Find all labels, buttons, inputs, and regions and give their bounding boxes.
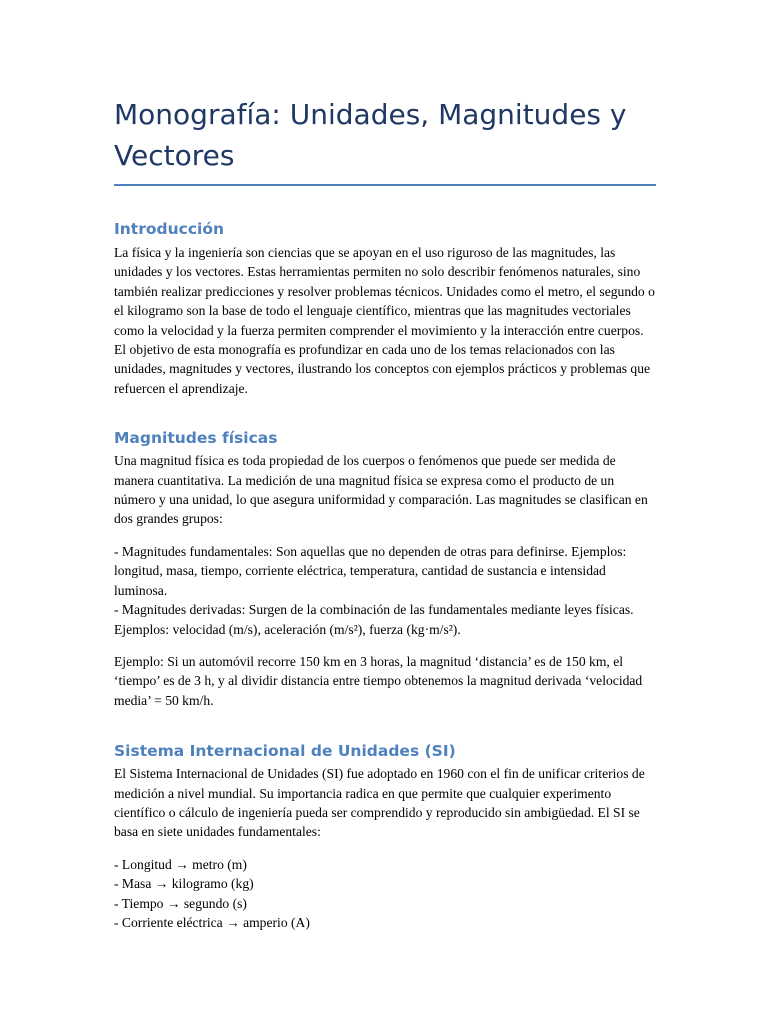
list-item: - Corriente eléctrica → amperio (A) <box>114 914 310 930</box>
example-paragraph: Ejemplo: Si un automóvil recorre 150 km en 3 horas, la magnitud ‘distancia’ es de 150 km, el ‘tiempo’ es de 3 h, y al dividir distancia entre tiempo obtenemos la magnitud derivada ‘velocidad media’ = 50 km/h. <box>114 653 643 708</box>
list-item: - Masa → kilogramo (kg) <box>114 876 254 892</box>
list-item: - Tiempo → segundo (s) <box>114 895 247 911</box>
list-item: - Longitud → metro (m) <box>114 856 247 872</box>
document-title: Monografía: Unidades, Magnitudes y Vectores <box>114 94 656 186</box>
list-item-derivadas: - Magnitudes derivadas: Surgen de la combinación de las fundamentales mediante leyes físicas. Ejemplos: velocidad (m/s), aceleración (m/s²), fuerza (kg·m/s²). <box>114 602 634 637</box>
paragraph: Una magnitud física es toda propiedad de los cuerpos o fenómenos que puede ser medida de manera cuantitativa. La medición de una magnitud física se expresa como el producto de un número y una unidad, lo que asegura uniformidad y comparación. Las magnitudes se clasifican en dos grandes grupos: <box>114 453 648 527</box>
section-heading: Introducción <box>114 220 225 238</box>
paragraph: La física y la ingeniería son ciencias que se apoyan en el uso riguroso de las magnitudes, las unidades y los vectores. Estas herramientas permiten no solo describir fenómenos naturales, sino también realizar predicciones y resolver problemas técnicos. Unidades como el metro, el segundo o el kilogramo son la base de todo el lenguaje científico, mientras que las magnitudes vectoriales como la velocidad y la fuerza permiten comprender el movimiento y la interacción entre cuerpos. El objetivo de esta monografía es profundizar en cada uno de los temas relacionados con las unidades, magnitudes y vectores, ilustrando los conceptos con ejemplos prácticos y problemas que refuercen el aprendizaje. <box>114 245 655 396</box>
section-sistema-internacional <box>114 741 656 932</box>
section-heading: Magnitudes físicas <box>114 429 278 448</box>
paragraph: El Sistema Internacional de Unidades (SI) fue adoptado en 1960 con el fin de unificar criterios de medición a nivel mundial. Su importancia radica en que permite que cualquier experimento científico o cálculo de ingeniería pueda ser comprendido y reproducido sin ambigüedad. El SI se basa en siete unidades fundamentales: <box>114 766 645 840</box>
section-introduccion <box>114 219 656 398</box>
list-item-fundamentales: - Magnitudes fundamentales: Son aquellas que no dependen de otras para definirse. Ejemplos: longitud, masa, tiempo, corriente eléctrica, temperatura, cantidad de sustancia e intensidad luminosa. <box>114 543 627 598</box>
section-magnitudes-fisicas <box>114 428 656 710</box>
section-heading: Sistema Internacional de Unidades (SI) <box>114 742 456 761</box>
document-page <box>114 94 656 932</box>
